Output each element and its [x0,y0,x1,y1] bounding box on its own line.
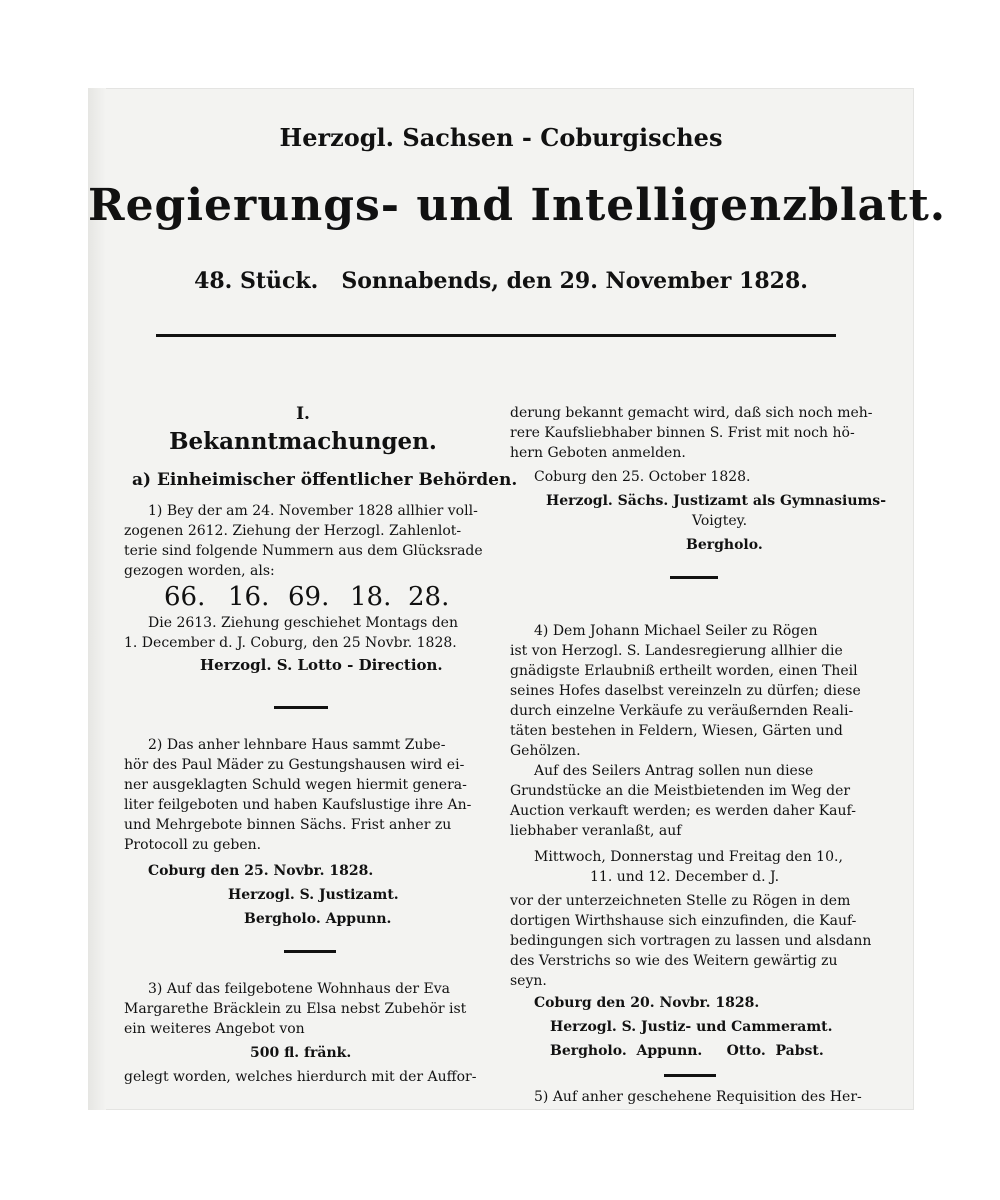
notice-4-days: 11. und 12. December d. J. [590,869,780,885]
notice-1-signature: Herzogl. S. Lotto - Direction. [200,656,443,674]
section-number: I. [296,404,310,424]
notice-1-line: zogenen 2612. Ziehung der Herzogl. Zahlenlot- [124,523,462,539]
lottery-number: 18. [350,582,392,612]
notice-4-date: Coburg den 20. Novbr. 1828. [534,995,760,1011]
separator [274,706,328,709]
notice-4c-line: des Verstrichs so wie des Weitern gewärtig zu [510,953,838,969]
subsection-heading: a) Einheimischer öffentlicher Behörden. [132,470,518,490]
notice-4b-line: Auction verkauft werden; es werden daher Kauf- [510,803,856,819]
notice-5-line: 5) Auf anher geschehene Requisition des Her- [534,1089,862,1105]
top-title: Herzogl. Sachsen - Coburgisches [279,123,723,152]
section-title: Bekanntmachungen. [169,428,437,455]
notice-4c-line: bedingungen sich vortragen zu lassen und alsdann [510,933,872,949]
notice-4c-line: seyn. [510,973,547,989]
notice-2-line: ner ausgeklagten Schuld wegen hiermit generа- [124,777,467,793]
lottery-number: 16. [228,582,270,612]
continuation-office: Herzogl. Sächs. Justizamt als Gymnasiums- [546,493,886,509]
continuation-date: Coburg den 25. October 1828. [534,469,751,485]
page-fold-shadow [88,88,106,1110]
separator [284,950,336,953]
continuation-line: rere Kaufsliebhaber binnen S. Frist mit noch hö- [510,425,855,441]
notice-4b-line: Auf des Seilers Antrag sollen nun diese [534,763,814,779]
notice-4c-line: dortigen Wirthshause sich einzufinden, die Kauf- [510,913,857,929]
notice-2-office: Herzogl. S. Justizamt. [228,887,399,903]
notice-4c-line: vor der unterzeichneten Stelle zu Rögen in dem [510,893,851,909]
separator [670,576,718,579]
notice-4-line: Gehölzen. [510,743,581,759]
notice-2-line: hör des Paul Mäder zu Gestungshausen wird ei- [124,757,465,773]
lottery-number: 69. [288,582,330,612]
continuation-office: Voigtey. [692,513,748,529]
notice-3-line: Margarethe Bräcklein zu Elsa nebst Zubehör ist [124,1001,467,1017]
notice-4b-line: liebhaber veranlaßt, auf [510,823,682,839]
notice-4-line: ist von Herzogl. S. Landesregierung allhier die [510,643,843,659]
notice-1-line: gezogen worden, als: [124,563,275,579]
notice-2-names: Bergholo. Appunn. [244,911,392,927]
notice-1b-line: Die 2613. Ziehung geschiehet Montags den [148,615,458,631]
notice-4-line: täten bestehen in Feldern, Wiesen, Gärten und [510,723,843,739]
notice-1b-line: 1. December d. J. Coburg, den 25 Novbr. 1828. [124,635,457,651]
notice-3-line: ein weiteres Angebot von [124,1021,305,1037]
main-title: Regierungs- und Intelligenzblatt. [88,180,947,231]
notice-4-days: Mittwoch, Donnerstag und Freitag den 10., [534,849,843,865]
notice-2-date: Coburg den 25. Novbr. 1828. [148,863,374,879]
notice-4-line: 4) Dem Johann Michael Seiler zu Rögen [534,623,818,639]
header-rule [156,334,836,337]
document-page [88,88,947,1110]
notice-4-line: durch einzelne Verkäufe zu veräußernden Reali- [510,703,854,719]
notice-3-line: gelegt worden, welches hierdurch mit der Auffor- [124,1069,477,1085]
continuation-line: derung bekannt gemacht wird, daß sich noch meh- [510,405,873,421]
separator [664,1074,716,1077]
notice-4-line: gnädigste Erlaubniß ertheilt worden, einen Theil [510,663,858,679]
notice-4-line: seines Hofes daselbst vereinzeln zu dürfen; diese [510,683,861,699]
notice-4b-line: Grundstücke an die Meistbietenden im Weg der [510,783,851,799]
notice-2-line: liter feilgeboten und haben Kaufslustige ihre An- [124,797,472,813]
issue-line: 48. Stück. Sonnabends, den 29. November 1828. [194,268,808,294]
notice-2-line: Protocoll zu geben. [124,837,262,853]
lottery-number: 28. [408,582,450,612]
continuation-name: Bergholo. [686,537,763,553]
notice-1-line: 1) Bey der am 24. November 1828 allhier voll- [148,503,478,519]
notice-3-line: 3) Auf das feilgebotene Wohnhaus der Eva [148,981,451,997]
notice-1-line: terie sind folgende Nummern aus dem Glücksrade [124,543,483,559]
lottery-number: 66. [164,582,206,612]
continuation-line: hern Geboten anmelden. [510,445,686,461]
notice-4-names: Bergholo. Appunn. Otto. Pabst. [550,1043,824,1059]
notice-2-line: 2) Das anher lehnbare Haus sammt Zube- [148,737,446,753]
notice-2-line: und Mehrgebote binnen Sächs. Frist anher zu [124,817,452,833]
notice-3-amount: 500 fl. fränk. [250,1045,352,1061]
notice-4-office: Herzogl. S. Justiz- und Cammeramt. [550,1019,833,1035]
